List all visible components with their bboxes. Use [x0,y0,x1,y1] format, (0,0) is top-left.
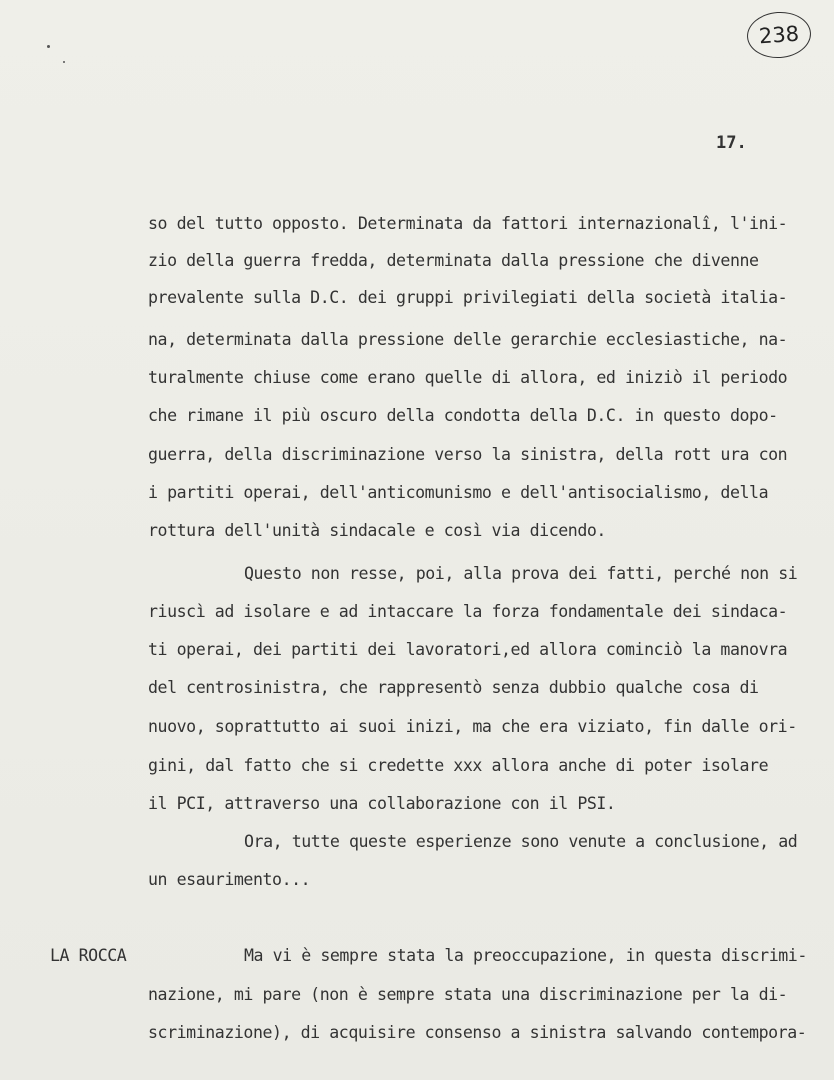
text-line: turalmente chiuse come erano quelle di allora, ed iniziò il periodo [148,368,788,387]
text-line: Ma vi è sempre stata la preoccupazione, in questa discrimi- [244,946,807,965]
speaker-label: LA ROCCA [50,946,127,965]
text-line: guerra, della discriminazione verso la sinistra, della rott ura con [148,445,788,464]
text-line: i partiti operai, dell'anticomunismo e dell'antisocialismo, della [148,483,769,502]
text-line: zio della guerra fredda, determinata dalla pressione che divenne [148,251,759,270]
text-line: del centrosinistra, che rappresentò senza dubbio qualche cosa di [148,678,759,697]
text-line: il PCI, attraverso una collaborazione con il PSI. [148,794,616,813]
text-line: na, determinata dalla pressione delle gerarchie ecclesiastiche, na- [148,330,788,349]
text-line: rottura dell'unità sindacale e così via dicendo. [148,521,606,540]
text-line: ti operai, dei partiti dei lavoratori,ed allora cominciò la manovra [148,640,788,659]
text-line: gini, dal fatto che si credette xxx allora anche di poter isolare [148,756,769,775]
archive-page-stamp [745,10,812,60]
text-line: scriminazione), di acquisire consenso a sinistra salvando contempora- [148,1023,807,1042]
text-line: nuovo, soprattutto ai suoi inizi, ma che era viziato, fin dalle ori- [148,717,797,736]
text-line: so del tutto opposto. Determinata da fattori internazionalî, l'ini- [148,214,788,233]
page-number: 17. [716,133,747,153]
text-line: Ora, tutte queste esperienze sono venute a conclusione, ad [244,832,798,851]
text-line: nazione, mi pare (non è sempre stata una discriminazione per la di- [148,985,788,1004]
text-line: che rimane il più oscuro della condotta della D.C. in questo dopo- [148,406,778,425]
paper-speck [63,61,65,63]
archive-number: 238 [758,21,800,49]
text-line: prevalente sulla D.C. dei gruppi privilegiati della società italia- [148,288,788,307]
text-line: un esaurimento... [148,870,311,889]
text-line: Questo non resse, poi, alla prova dei fatti, perché non si [244,564,798,583]
paper-speck [47,45,50,48]
text-line: riuscì ad isolare e ad intaccare la forza fondamentale dei sindaca- [148,602,788,621]
